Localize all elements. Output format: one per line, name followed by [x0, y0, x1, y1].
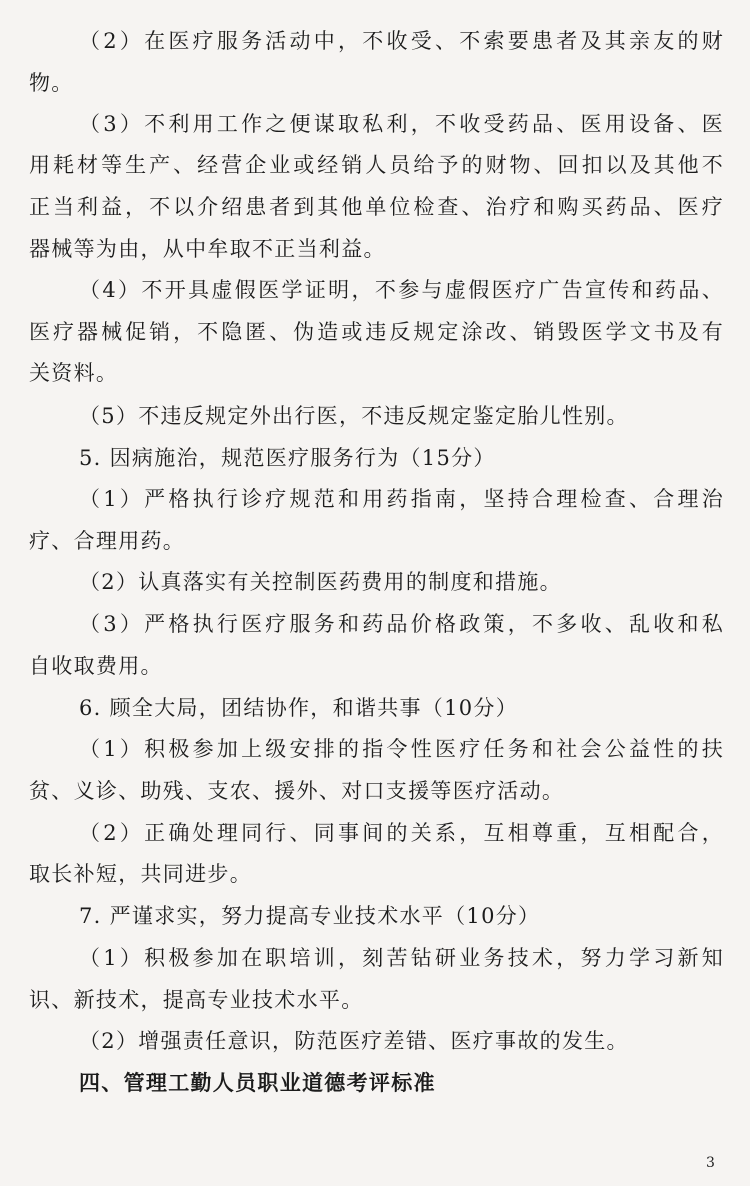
paragraph-line: （1）积极参加在职培训，刻苦钻研业务技术，努力学习新知	[79, 946, 724, 970]
paragraph-line: （2）认真落实有关控制医药费用的制度和措施。	[79, 570, 562, 594]
paragraph-line: （5）不违反规定外出行医，不违反规定鉴定胎儿性别。	[79, 404, 629, 428]
paragraph-line: （2）正确处理同行、同事间的关系，互相尊重，互相配合，	[79, 821, 724, 845]
paragraph-line: （3）不利用工作之便谋取私利，不收受药品、医用设备、医	[79, 112, 724, 136]
paragraph-line: 自收取费用。	[29, 654, 163, 678]
paragraph-line: 取长补短，共同进步。	[29, 862, 252, 886]
paragraph-line: （4）不开具虚假医学证明，不参与虚假医疗广告宣传和药品、	[79, 278, 724, 302]
paragraph-line: 疗、合理用药。	[29, 529, 186, 553]
section-heading: 5. 因病施治，规范医疗服务行为（15分）	[79, 446, 496, 470]
chapter-heading: 四、管理工勤人员职业道德考评标准	[79, 1070, 436, 1095]
paragraph-line: （3）严格执行医疗服务和药品价格政策，不多收、乱收和私	[79, 612, 724, 636]
paragraph-line: 物。	[29, 71, 74, 95]
section-heading: 7. 严谨求实，努力提高专业技术水平（10分）	[79, 904, 541, 928]
paragraph-line: （2）增强责任意识，防范医疗差错、医疗事故的发生。	[79, 1029, 629, 1053]
paragraph-line: 识、新技术，提高专业技术水平。	[29, 988, 364, 1012]
section-heading: 6. 顾全大局，团结协作，和谐共事（10分）	[79, 696, 519, 720]
paragraph-line: 关资料。	[29, 361, 119, 385]
paragraph-line: （1）积极参加上级安排的指令性医疗任务和社会公益性的扶	[79, 737, 724, 761]
paragraph-line: （2）在医疗服务活动中，不收受、不索要患者及其亲友的财	[79, 29, 724, 53]
paragraph-line: 贫、义诊、助残、支农、援外、对口支援等医疗活动。	[29, 779, 565, 803]
paragraph-line: 用耗材等生产、经营企业或经销人员给予的财物、回扣以及其他不	[29, 153, 724, 177]
paragraph-line: （1）严格执行诊疗规范和用药指南，坚持合理检查、合理治	[79, 487, 724, 511]
paragraph-line: 器械等为由，从中牟取不正当利益。	[29, 237, 386, 261]
paragraph-line: 正当利益，不以介绍患者到其他单位检查、治疗和购买药品、医疗	[29, 195, 724, 219]
page-number: 3	[706, 1155, 715, 1171]
paragraph-line: 医疗器械促销，不隐匿、伪造或违反规定涂改、销毁医学文书及有	[29, 320, 724, 344]
